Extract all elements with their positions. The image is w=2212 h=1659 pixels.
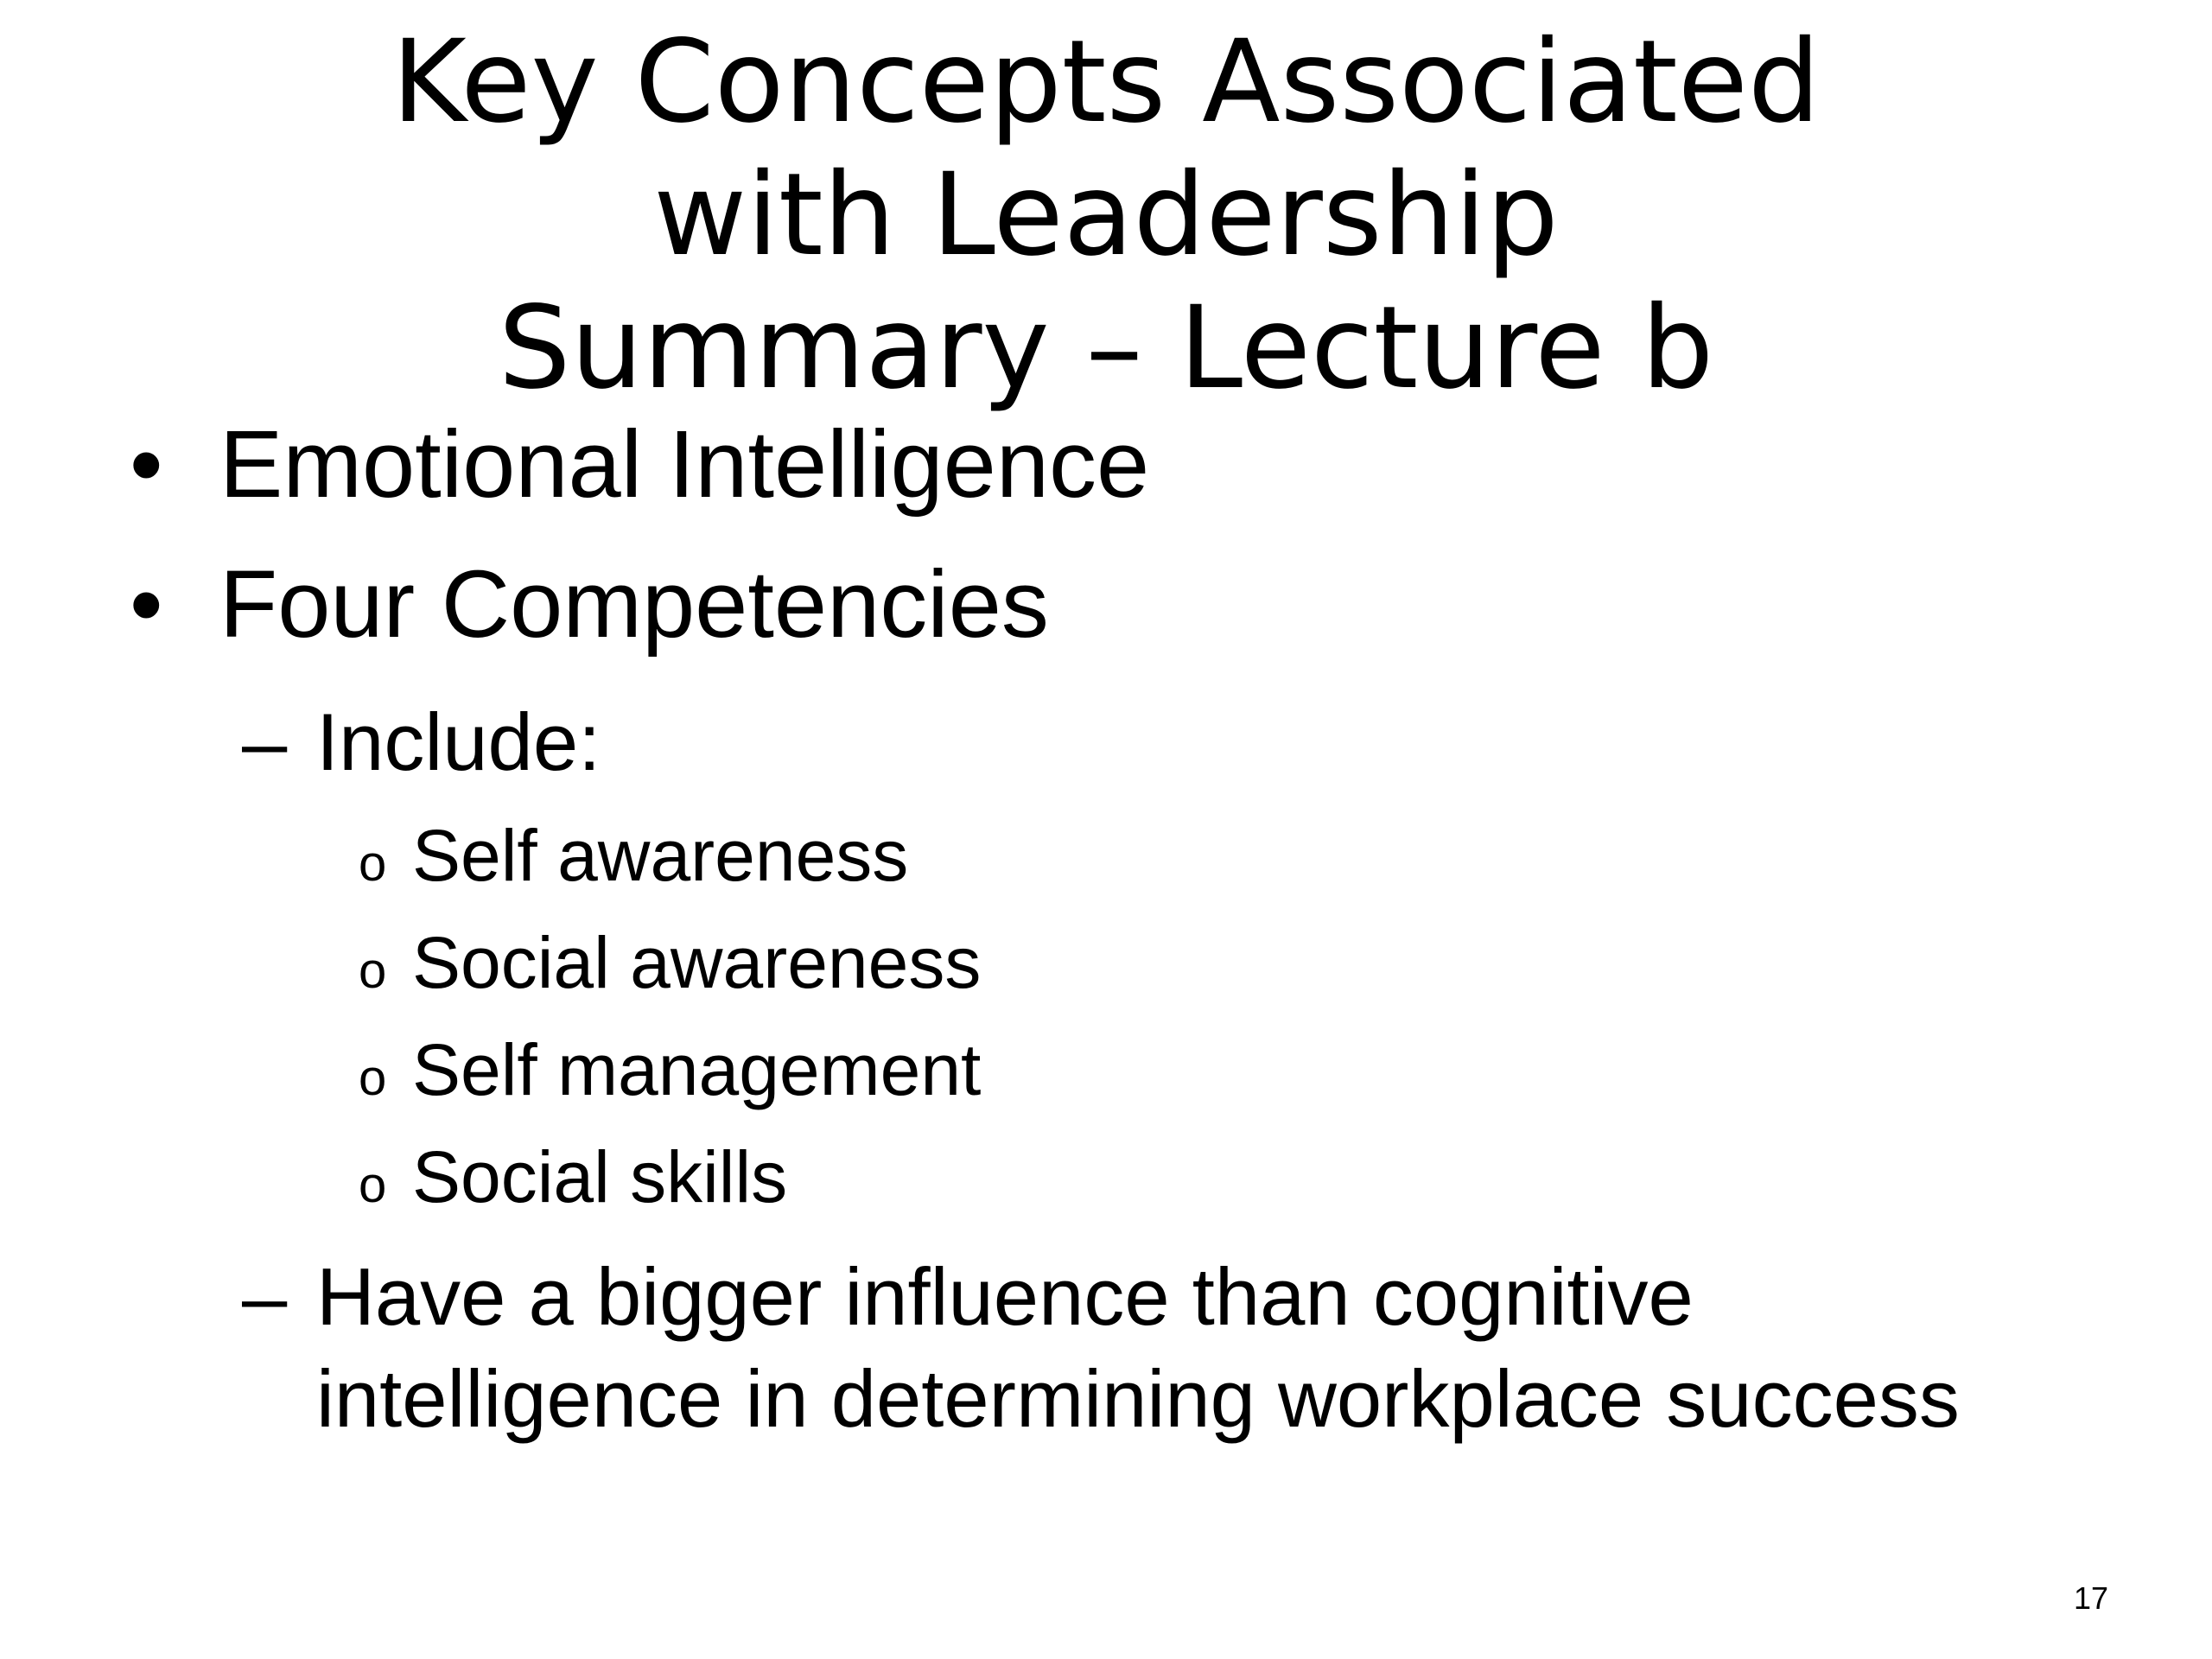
competency-social-skills: [359, 1134, 787, 1229]
competency-text: Social skills: [412, 1136, 788, 1217]
sub-bullet-text-line: Have a bigger influence than cognitive: [316, 1251, 1694, 1342]
bullet-text: Emotional Intelligence: [219, 411, 1150, 518]
title-line: Key Concepts Associated: [391, 16, 1821, 149]
sub-bullet-marker: –: [242, 696, 288, 787]
sub-bullet-marker: –: [242, 1251, 288, 1342]
page-number: 17: [2073, 1580, 2108, 1616]
sub-bullet-text: [316, 1246, 1960, 1450]
title-line: with Leadership: [653, 149, 1559, 282]
competency-text: Self management: [412, 1029, 982, 1110]
bullet-marker: •: [130, 411, 163, 518]
competency-social-awareness: [359, 919, 981, 1014]
sub-bullet-text: Include:: [316, 696, 601, 787]
circle-bullet-marker: o: [359, 836, 387, 892]
circle-bullet-marker: o: [359, 1050, 387, 1106]
competency-self-awareness: [359, 812, 908, 907]
sub-bullet-include: [242, 691, 601, 793]
sub-bullet-influence: [242, 1246, 1960, 1450]
competency-text: Social awareness: [412, 922, 982, 1003]
bullet-emotional-intelligence: [130, 413, 1149, 517]
bullet-text: Four Competencies: [219, 551, 1049, 658]
competency-self-management: [359, 1027, 981, 1122]
competency-text: Self awareness: [412, 815, 909, 896]
circle-bullet-marker: o: [359, 1157, 387, 1213]
title-line: Summary – Lecture b: [498, 282, 1714, 415]
slide-title: [0, 16, 2212, 415]
bullet-marker: •: [130, 551, 163, 658]
circle-bullet-marker: o: [359, 943, 387, 999]
bullet-four-competencies: [130, 553, 1049, 657]
sub-bullet-text-line: intelligence in determining workplace success: [316, 1353, 1960, 1444]
